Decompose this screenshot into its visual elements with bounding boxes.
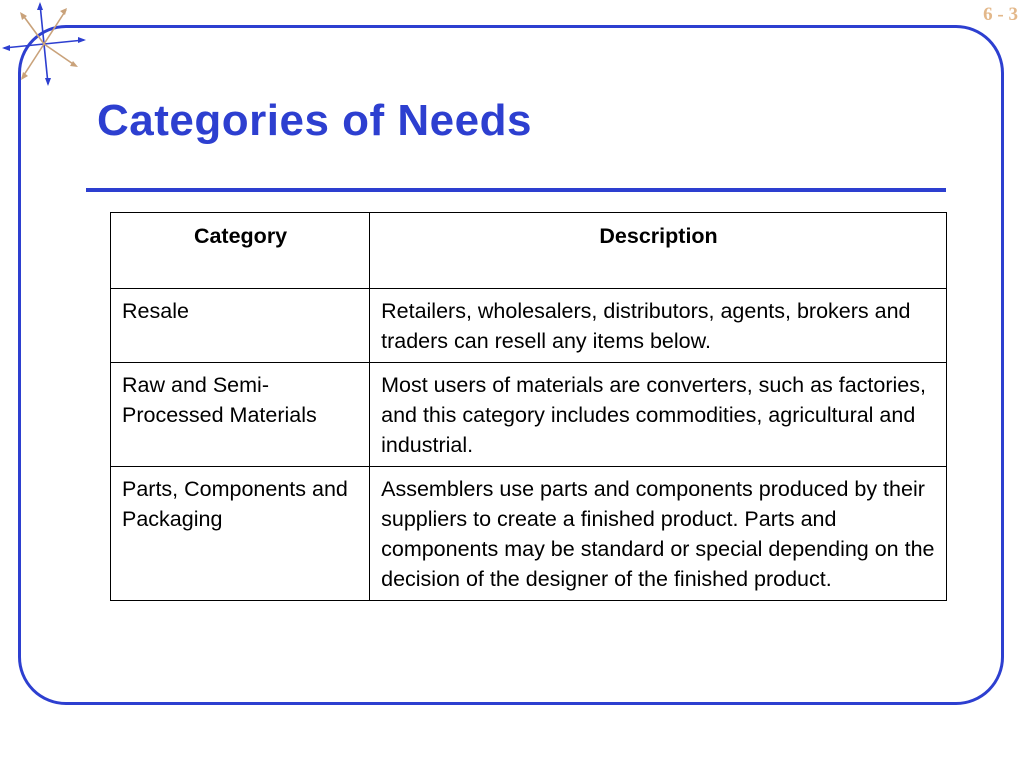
description-cell: Most users of materials are converters, such as factories, and this category includes commodities, agricultural and industrial. (370, 363, 947, 467)
page-number: 6 - 3 (983, 4, 1018, 25)
table-row (111, 467, 947, 601)
column-header-category: Category (111, 213, 370, 289)
compass-star-icon (0, 0, 95, 90)
description-cell: Assemblers use parts and components produced by their suppliers to create a finished product. Parts and components may be standard or special depending on the decision of the designer of the finished product. (370, 467, 947, 601)
category-cell: Parts, Components and Packaging (111, 467, 370, 601)
slide-title: Categories of Needs (97, 96, 532, 145)
title-underline-rule (86, 188, 946, 192)
table-row (111, 289, 947, 363)
category-cell: Raw and Semi-Processed Materials (111, 363, 370, 467)
table-row (111, 363, 947, 467)
description-cell: Retailers, wholesalers, distributors, agents, brokers and traders can resell any items below. (370, 289, 947, 363)
category-cell: Resale (111, 289, 370, 363)
table-header-row (111, 213, 947, 289)
categories-table (110, 212, 947, 601)
column-header-description: Description (370, 213, 947, 289)
